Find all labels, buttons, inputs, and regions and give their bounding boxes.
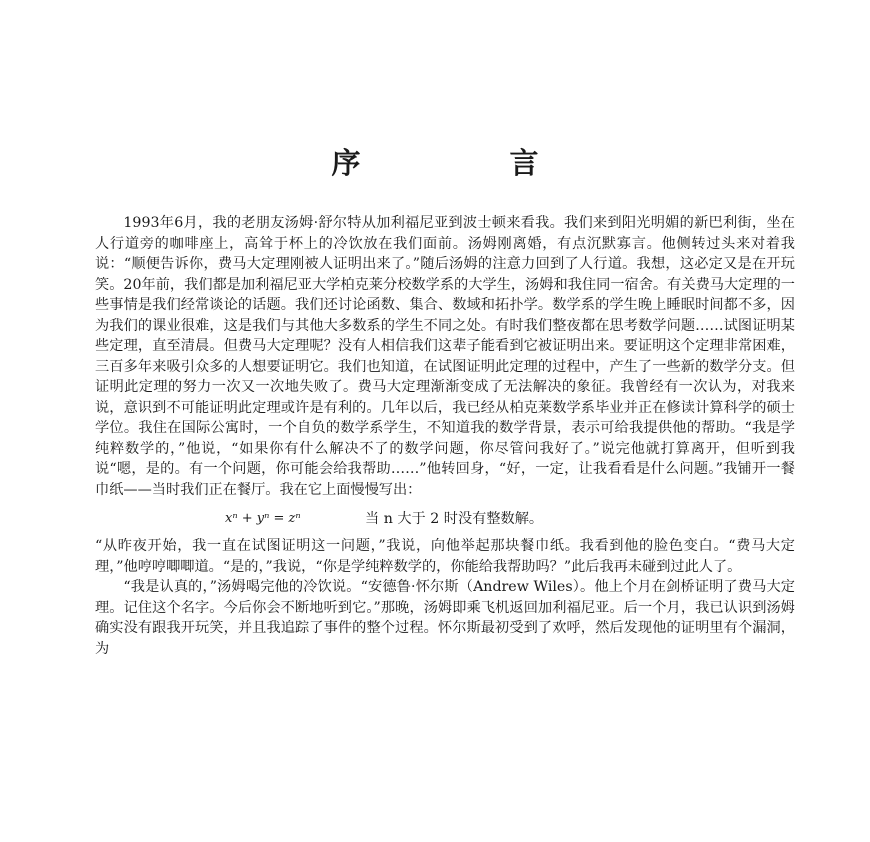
- preface-body: [95, 213, 795, 659]
- page-title: 序 言: [331, 146, 599, 180]
- paragraph-2: “从昨夜开始，我一直在试图证明这一问题，”我说，向他举起那块餐巾纸。我看到他的脸色变白。“费马大定理，”他哼哼唧唧道。“是的，”我说，“你是学纯粹数学的，你能给我帮助吗？”此后我再未碰到过此人了。: [95, 538, 795, 575]
- formula-condition: 当 n 大于 2 时没有整数解。: [365, 511, 544, 527]
- formula-equation: xⁿ + yⁿ = zⁿ: [225, 511, 301, 526]
- paragraph-1: 1993年6月，我的老朋友汤姆·舒尔特从加利福尼亚到波士顿来看我。我们来到阳光明媚的新巴利街，坐在人行道旁的咖啡座上，高耸于杯上的冷饮放在我们面前。汤姆刚离婚，有点沉默寡言。他侧转过头来对着我说：“顺便告诉你，费马大定理刚被人证明出来了。”随后汤姆的注意力回到了人行道。我想，这必定又是在开玩笑。20年前，我们都是加利福尼亚大学柏克莱分校数学系的大学生，汤姆和我住同一宿舍。有关费马大定理的一些事情是我们经常谈论的话题。我们还讨论函数、集合、数域和拓扑学。数学系的学生晚上睡眠时间都不多，因为我们的课业很难，这是我们与其他大多数系的学生不同之处。有时我们整夜都在思考数学问题……试图证明某些定理，直至清晨。但费马大定理呢？没有人相信我们这辈子能看到它被证明出来。要证明这个定理非常困难，三百多年来吸引众多的人想要证明它。我们也知道，在试图证明此定理的过程中，产生了一些新的数学分支。但证明此定理的努力一次又一次地失败了。费马大定理渐渐变成了无法解决的象征。我曾经有一次认为，对我来说，意识到不可能证明此定理或许是有利的。几年以后，我已经从柏克莱数学系毕业并正在修读计算科学的硕士学位。我住在国际公寓时，一个自负的数学系学生，不知道我的数学背景，表示可给我提供他的帮助。“我是学纯粹数学的，”他说，“如果你有什么解决不了的数学问题，你尽管问我好了。”说完他就打算离开，但听到我说“嗯，是的。有一个问题，你可能会给我帮助……”他转回身，“好，一定，让我看看是什么问题。”我铺开一餐巾纸——当时我们正在餐厅。我在它上面慢慢写出：: [95, 215, 795, 498]
- paragraph-3: “我是认真的，”汤姆喝完他的冷饮说。“安德鲁·怀尔斯（Andrew Wiles）。他上个月在剑桥证明了费马大定理。记住这个名字。今后你会不断地听到它。”那晚，汤姆即乘飞机返回加利福尼亚。后一个月，我已认识到汤姆确实没有跟我开玩笑，并且我追踪了事件的整个过程。怀尔斯最初受到了欢呼，然后发现他的证明里有个漏洞，为: [95, 579, 795, 657]
- fermat-formula: [95, 504, 795, 534]
